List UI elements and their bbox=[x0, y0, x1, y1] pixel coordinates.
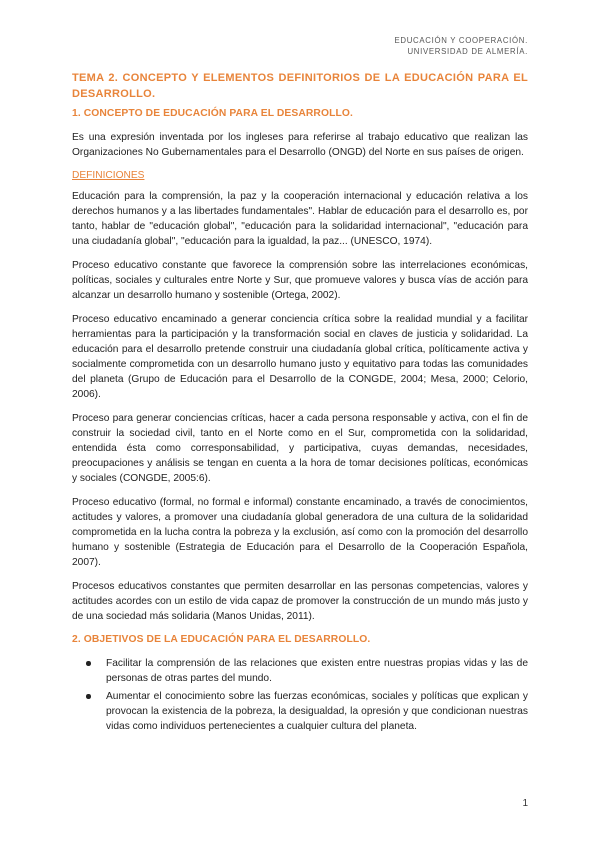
definition-paragraph: Proceso educativo constante que favorece la comprensión sobre las interrelaciones económicas, políticas, sociales y culturales entre Norte y Sur, que promueve valores y busca vías de acción para alcanzar un desarrollo humano y sostenible (Ortega, 2002). bbox=[72, 260, 528, 301]
bullet-icon bbox=[86, 661, 91, 666]
header-line-2: UNIVERSIDAD DE ALMERÍA. bbox=[407, 47, 528, 56]
document-title: TEMA 2. CONCEPTO Y ELEMENTOS DEFINITORIOS DE LA EDUCACIÓN PARA EL DESARROLLO. bbox=[72, 72, 528, 100]
definition-paragraph: Procesos educativos constantes que permiten desarrollar en las personas competencias, valores y actitudes acordes con un estilo de vida capaz de promover la construcción de un mundo más justo y de una sociedad más solidaria (Manos Unidas, 2011). bbox=[72, 581, 528, 622]
definitions-heading: DEFINICIONES bbox=[72, 170, 145, 181]
page-header bbox=[395, 35, 529, 57]
objectives-list bbox=[72, 656, 528, 734]
objective-text: Aumentar el conocimiento sobre las fuerzas económicas, sociales y políticas que explican y provocan la existencia de la pobreza, la desigualdad, la opresión y que condicionan nuestras vidas como individuos pertenecientes a cualquier cultura del planeta. bbox=[106, 691, 528, 732]
page-number: 1 bbox=[522, 798, 528, 809]
objective-text: Facilitar la comprensión de las relaciones que existen entre nuestras propias vidas y las de personas de otras partes del mundo. bbox=[106, 658, 528, 684]
header-line-1: EDUCACIÓN Y COOPERACIÓN. bbox=[394, 36, 528, 45]
definition-paragraph: Proceso educativo (formal, no formal e informal) constante encaminado, a través de conocimientos, actitudes y valores, a promover una ciudadanía global generadora de una cultura de la solidaridad comprometida en la lucha contra la pobreza y la exclusión, así como con la promoción del desarrollo humano y sostenible (Estrategia de Educación para el Desarrollo de la Cooperación Española, 2007). bbox=[72, 497, 528, 568]
document-body bbox=[72, 70, 528, 737]
objective-item bbox=[106, 656, 528, 686]
bullet-icon bbox=[86, 694, 91, 699]
section-2-heading: 2. OBJETIVOS DE LA EDUCACIÓN PARA EL DESARROLLO. bbox=[72, 634, 371, 645]
definition-paragraph: Educación para la comprensión, la paz y la cooperación internacional y educación relativa a los derechos humanos y a las libertades fundamentales". Hablar de educación para el desarrollo es, por tanto, hablar de "educación global", "educación para la solidaridad internacional", "educación para una ciudadanía global", "educación para la igualdad, la paz... (UNESCO, 1974). bbox=[72, 191, 528, 247]
section-1-heading: 1. CONCEPTO DE EDUCACIÓN PARA EL DESARROLLO. bbox=[72, 108, 353, 119]
definition-paragraph: Proceso para generar conciencias críticas, hacer a cada persona responsable y activa, con el fin de construir la sociedad civil, tanto en el Norte como en el Sur, comprometida con la solidaridad, entendida ésta como corresponsabilidad, y participativa, cuyas demandas, necesidades, preocupaciones y análisis se tengan en cuenta a la hora de tomar decisiones políticas, económicas y sociales (CONGDE, 2005:6). bbox=[72, 413, 528, 484]
section-1-intro: Es una expresión inventada por los ingleses para referirse al trabajo educativo que realizan las Organizaciones No Gubernamentales para el Desarrollo (ONGD) del Norte en sus países de origen. bbox=[72, 132, 528, 158]
objective-item bbox=[106, 689, 528, 734]
definition-paragraph: Proceso educativo encaminado a generar conciencia crítica sobre la realidad mundial y a facilitar herramientas para la participación y la transformación social en claves de justicia y solidaridad. La educación para el desarrollo pretende construir una ciudadanía global crítica, políticamente activa y socialmente comprometida con un desarrollo humano justo y equitativo para todas las comunidades del planeta (Grupo de Educación para el Desarrollo de la CONGDE, 2004; Mesa, 2000; Celorio, 2006). bbox=[72, 314, 528, 400]
